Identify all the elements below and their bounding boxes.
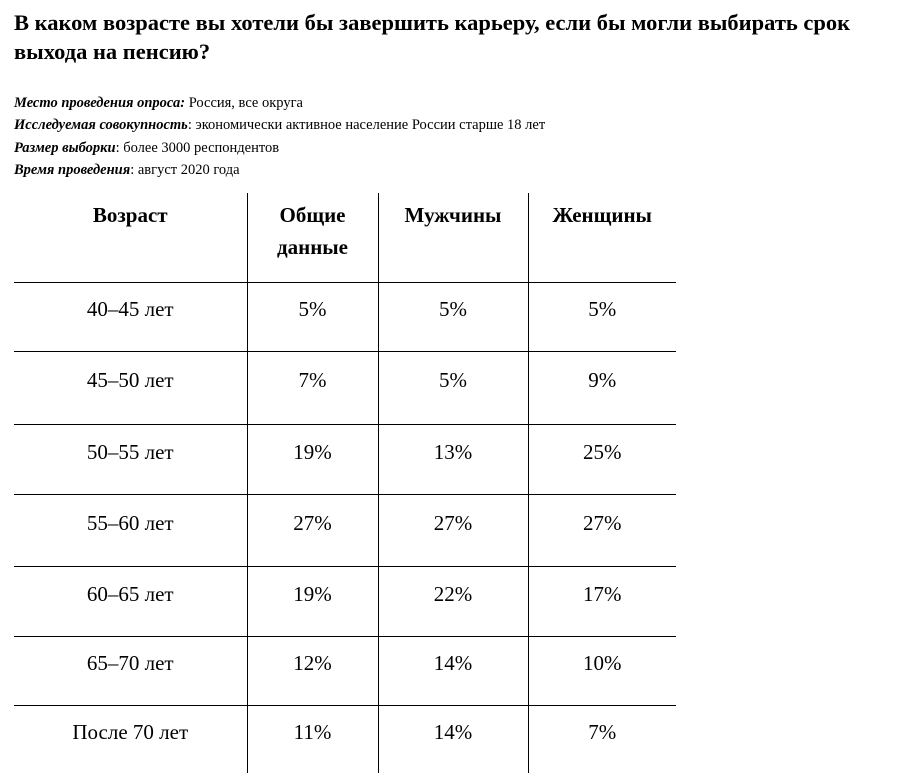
table-row	[14, 282, 676, 351]
cell-age: 60–65 лет	[14, 566, 247, 636]
table-row	[14, 705, 676, 773]
table-row	[14, 351, 676, 424]
cell-women: 10%	[528, 636, 676, 705]
cell-total: 11%	[247, 705, 378, 773]
header-total	[247, 193, 378, 282]
cell-age: 40–45 лет	[14, 282, 247, 351]
meta-location-label: Место проведения опроса:	[14, 95, 186, 111]
cell-men: 5%	[378, 351, 528, 424]
meta-sample-size	[14, 137, 904, 159]
meta-location-value: Россия, все округа	[185, 95, 303, 111]
cell-men: 5%	[378, 282, 528, 351]
meta-sample-size-value: : более 3000 респондентов	[115, 139, 280, 156]
cell-men: 13%	[378, 424, 528, 494]
meta-date-value: : август 2020 года	[130, 161, 240, 178]
cell-total: 19%	[247, 566, 378, 636]
meta-date	[14, 159, 904, 181]
table-row	[14, 566, 676, 636]
cell-age: 55–60 лет	[14, 494, 247, 566]
cell-total: 27%	[247, 494, 378, 566]
cell-total: 7%	[247, 351, 378, 424]
cell-total: 19%	[247, 424, 378, 494]
cell-men: 14%	[378, 636, 528, 705]
header-age: Возраст	[14, 193, 247, 282]
cell-women: 7%	[528, 705, 676, 773]
header-men: Мужчины	[378, 193, 528, 282]
cell-men: 22%	[378, 566, 528, 636]
cell-age: После 70 лет	[72, 719, 189, 744]
header-women: Женщины	[528, 193, 676, 282]
cell-women: 5%	[528, 282, 676, 351]
results-table	[14, 193, 676, 773]
survey-title: В каком возрасте вы хотели бы завершить карьеру, если бы могли выбирать срок выхода на пенсию?	[14, 10, 851, 64]
cell-women: 17%	[528, 566, 676, 636]
cell-age: 50–55 лет	[14, 424, 247, 494]
meta-location	[14, 92, 904, 114]
cell-women: 9%	[528, 351, 676, 424]
cell-women: 25%	[528, 424, 676, 494]
meta-date-label: Время проведения	[14, 161, 131, 178]
cell-age: 65–70 лет	[14, 636, 247, 705]
meta-population-label: Исследуемая совокупность	[14, 117, 188, 134]
survey-metadata	[14, 92, 904, 181]
cell-men: 27%	[378, 494, 528, 566]
header-total-label: Общие данные	[276, 203, 349, 259]
table-row	[14, 424, 676, 494]
meta-population	[14, 114, 904, 136]
meta-population-value: : экономически активное население России старше 18 лет	[187, 117, 546, 134]
table-row	[14, 494, 676, 566]
cell-women: 27%	[528, 494, 676, 566]
table-header-row	[14, 193, 676, 282]
meta-sample-size-label: Размер выборки	[14, 139, 116, 156]
cell-total: 5%	[247, 282, 378, 351]
cell-total: 12%	[247, 636, 378, 705]
table-row	[14, 636, 676, 705]
cell-age: 45–50 лет	[14, 351, 247, 424]
cell-men: 14%	[378, 705, 528, 773]
